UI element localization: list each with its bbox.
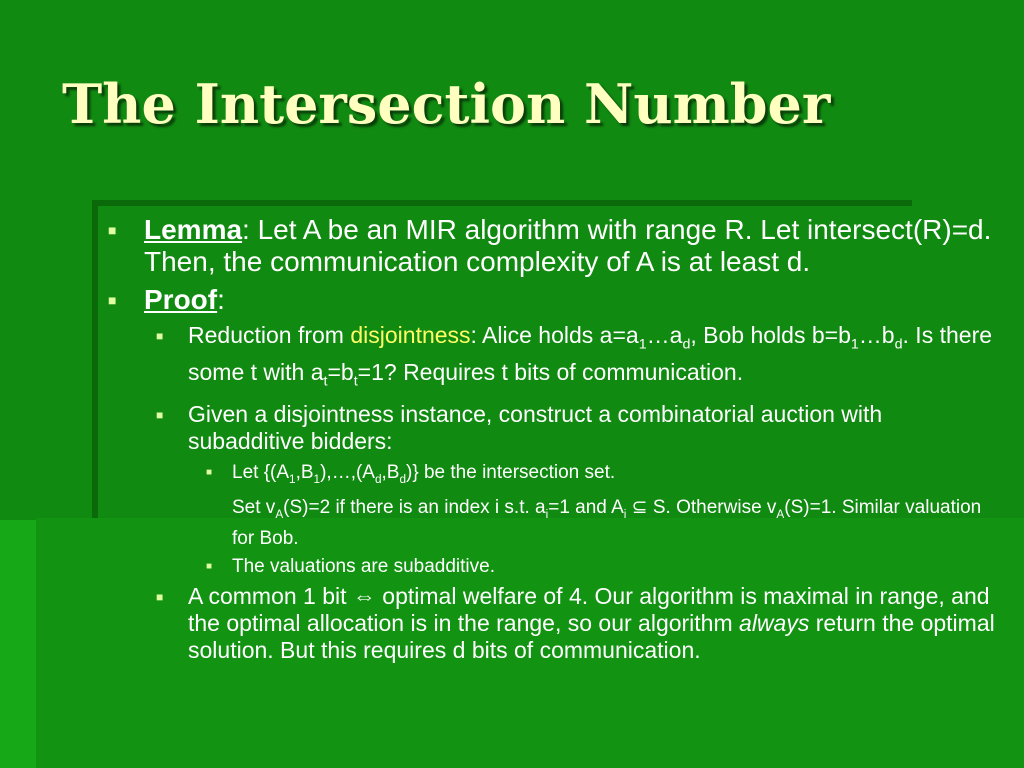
always-italic: always [739, 609, 810, 636]
common-bit-text: optimal welfare of 4. Our algorithm is maximal in range, and the optimal allocation is in the range, so our algorithm [188, 582, 990, 636]
reduction-text: =1? Requires t bits of communication. [357, 358, 744, 385]
valuation-text: ⊆ S. Otherwise v [626, 496, 777, 518]
square-bullet-icon: ■ [206, 560, 213, 572]
reduction-text: …b [858, 322, 895, 348]
sub-bullet-text: Let {(A [232, 462, 290, 484]
common-bit-text: return the optimal solution. But this requires d bits of communication. [188, 609, 995, 663]
reduction-text: , Bob holds b=b [690, 322, 851, 348]
square-bullet-icon: ■ [156, 329, 164, 343]
valuation-text: (S)=2 if there is an index i s.t. a [283, 496, 546, 518]
disjointness-highlight: disjointness [350, 322, 471, 348]
subscript: A [776, 507, 785, 521]
subscript: A [275, 507, 284, 521]
bullet-common-bit [100, 583, 1000, 664]
subscript: 1 [289, 472, 296, 486]
reduction-text: …a [646, 322, 683, 348]
bullet-lemma [100, 214, 1000, 278]
background-shadow-top [92, 200, 912, 206]
subadditive-text: The valuations are subadditive. [232, 555, 495, 577]
subscript: 1 [638, 336, 647, 353]
sub-bullet-text: )} be the intersection set. [406, 462, 616, 484]
square-bullet-icon: ■ [108, 292, 117, 308]
reduction-text: : Alice holds a=a [470, 322, 639, 348]
sub-bullet-text: ,B [381, 462, 400, 484]
subscript: d [682, 336, 691, 353]
subscript: t [353, 373, 358, 390]
subscript: i [545, 507, 549, 521]
reduction-text: Reduction from [188, 322, 351, 348]
valuation-text: (S)=1. Similar valuation for Bob. [232, 496, 982, 549]
sub-bullet-text: ),…,(A [320, 462, 375, 484]
valuation-continuation [100, 496, 1000, 551]
subscript: d [894, 336, 903, 353]
subscript: d [374, 472, 382, 486]
slide-content [100, 214, 1000, 670]
bullet-subadditive [100, 555, 1000, 579]
valuation-text: Set v [232, 496, 276, 518]
slide-title: The Intersection Number [62, 72, 831, 136]
lemma-colon: : [242, 214, 250, 245]
proof-term: Proof [144, 284, 218, 315]
subscript: 1 [850, 336, 859, 353]
reduction-text: =b [327, 358, 354, 385]
bullet-given [100, 401, 1000, 455]
square-bullet-icon: ■ [206, 467, 213, 479]
subscript: t [323, 373, 328, 390]
square-bullet-icon: ■ [156, 408, 164, 423]
square-bullet-icon: ■ [156, 589, 164, 604]
common-bit-text: A common 1 bit [188, 582, 353, 609]
subscript: d [399, 472, 407, 486]
subscript: i [623, 507, 627, 521]
square-bullet-icon: ■ [108, 222, 117, 238]
bullet-proof [100, 284, 1000, 316]
lemma-term: Lemma [144, 214, 243, 245]
subscript: 1 [313, 472, 321, 486]
background-shadow-left [92, 200, 98, 518]
reduction-text: . Is there some t with a [188, 322, 993, 385]
given-text: Given a disjointness instance, construct a combinatorial auction with subadditive bidders: [188, 401, 883, 455]
valuation-text: =1 and A [548, 496, 624, 518]
double-arrow-icon: ⇔ [352, 582, 376, 609]
lemma-text: Let A be an MIR algorithm with range R. Let intersect(R)=d. Then, the communication complexity of A is at least d. [144, 214, 992, 277]
proof-colon: : [217, 284, 225, 315]
sub-bullet-text: ,B [295, 462, 314, 484]
bullet-reduction [100, 322, 1000, 395]
background-light-strip [0, 520, 36, 768]
bullet-intersection-set [100, 461, 1000, 492]
